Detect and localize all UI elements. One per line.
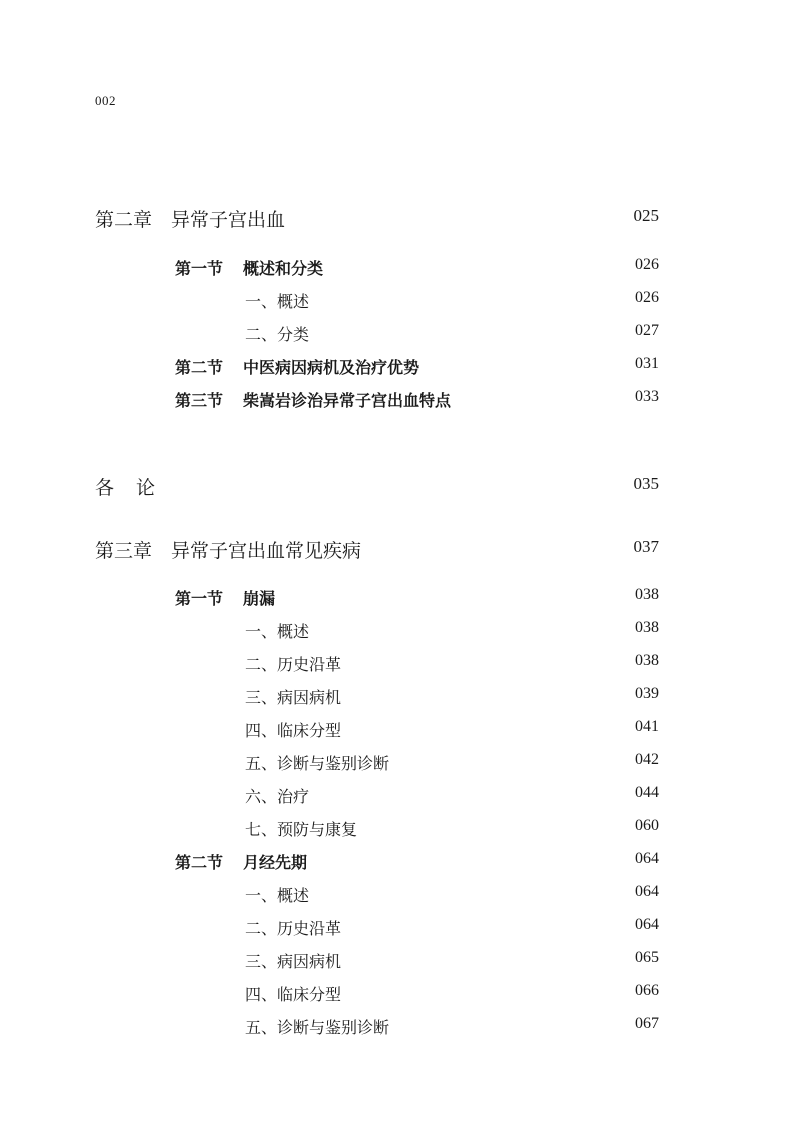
toc-section[interactable] — [0, 388, 800, 416]
section-title: 概述和分类 — [243, 259, 324, 278]
toc-item[interactable] — [0, 883, 800, 911]
page-ref: 064 — [635, 916, 659, 933]
toc-label — [175, 586, 275, 609]
page-ref: 060 — [635, 817, 659, 834]
section-title: 柴嵩岩诊治异常子宫出血特点 — [243, 391, 452, 410]
page-ref: 039 — [635, 685, 659, 702]
item-title: 四、临床分型 — [245, 721, 342, 740]
section-number: 第三节 — [175, 391, 224, 410]
toc-item[interactable] — [0, 289, 800, 317]
section-number: 第二节 — [175, 358, 224, 377]
item-title: 二、历史沿革 — [245, 655, 342, 674]
page-ref: 038 — [635, 619, 659, 636]
item-title: 六、治疗 — [245, 787, 310, 806]
page-ref: 035 — [633, 474, 659, 493]
item-title: 七、预防与康复 — [245, 820, 358, 839]
toc-label — [175, 850, 307, 873]
page-ref: 044 — [635, 784, 659, 801]
chapter-title: 异常子宫出血 — [171, 209, 286, 231]
section-title: 崩漏 — [243, 589, 276, 608]
page-ref: 067 — [635, 1015, 659, 1032]
page-ref: 065 — [635, 949, 659, 966]
item-title: 五、诊断与鉴别诊断 — [245, 1018, 390, 1037]
toc-part[interactable] — [0, 473, 800, 501]
page-ref: 042 — [635, 751, 659, 768]
page-ref: 064 — [635, 850, 659, 867]
toc-item[interactable] — [0, 982, 800, 1010]
toc-item[interactable] — [0, 1015, 800, 1043]
chapter-number: 第三章 — [95, 540, 153, 562]
item-title: 三、病因病机 — [245, 688, 342, 707]
toc-label — [175, 355, 419, 378]
page-ref: 027 — [635, 322, 659, 339]
page-ref: 038 — [635, 586, 659, 603]
page-ref: 033 — [635, 388, 659, 405]
toc-item[interactable] — [0, 817, 800, 845]
page-ref: 026 — [635, 256, 659, 273]
page-ref: 031 — [635, 355, 659, 372]
toc-label — [95, 205, 285, 232]
item-title: 一、概述 — [245, 886, 310, 905]
toc-section[interactable] — [0, 850, 800, 878]
chapter-number: 第二章 — [95, 209, 153, 231]
toc-label — [175, 388, 451, 411]
page-ref: 038 — [635, 652, 659, 669]
page-ref: 026 — [635, 289, 659, 306]
toc-section[interactable] — [0, 586, 800, 614]
page-ref: 025 — [633, 206, 659, 225]
item-title: 二、分类 — [245, 325, 310, 344]
part-title: 各论 — [95, 477, 178, 499]
toc-item[interactable] — [0, 718, 800, 746]
toc-item[interactable] — [0, 784, 800, 812]
page-number: 002 — [95, 93, 116, 108]
chapter-title: 异常子宫出血常见疾病 — [171, 540, 362, 562]
page-ref: 041 — [635, 718, 659, 735]
toc-section[interactable] — [0, 256, 800, 284]
item-title: 一、概述 — [245, 622, 310, 641]
section-title: 中医病因病机及治疗优势 — [243, 358, 420, 377]
item-title: 二、历史沿革 — [245, 919, 342, 938]
toc-item[interactable] — [0, 322, 800, 350]
item-title: 三、病因病机 — [245, 952, 342, 971]
toc-item[interactable] — [0, 652, 800, 680]
toc-section[interactable] — [0, 355, 800, 383]
toc-label — [95, 536, 361, 563]
toc-chapter[interactable] — [0, 536, 800, 564]
item-title: 五、诊断与鉴别诊断 — [245, 754, 390, 773]
toc-item[interactable] — [0, 751, 800, 779]
toc-item[interactable] — [0, 949, 800, 977]
section-number: 第一节 — [175, 259, 224, 278]
section-number: 第二节 — [175, 853, 224, 872]
section-number: 第一节 — [175, 589, 224, 608]
toc-label — [175, 256, 323, 279]
item-title: 一、概述 — [245, 292, 310, 311]
page-ref: 064 — [635, 883, 659, 900]
toc-item[interactable] — [0, 619, 800, 647]
page-ref: 066 — [635, 982, 659, 999]
page-ref: 037 — [633, 537, 659, 556]
toc-item[interactable] — [0, 916, 800, 944]
toc-chapter[interactable] — [0, 205, 800, 233]
item-title: 四、临床分型 — [245, 985, 342, 1004]
section-title: 月经先期 — [243, 853, 308, 872]
toc-item[interactable] — [0, 685, 800, 713]
